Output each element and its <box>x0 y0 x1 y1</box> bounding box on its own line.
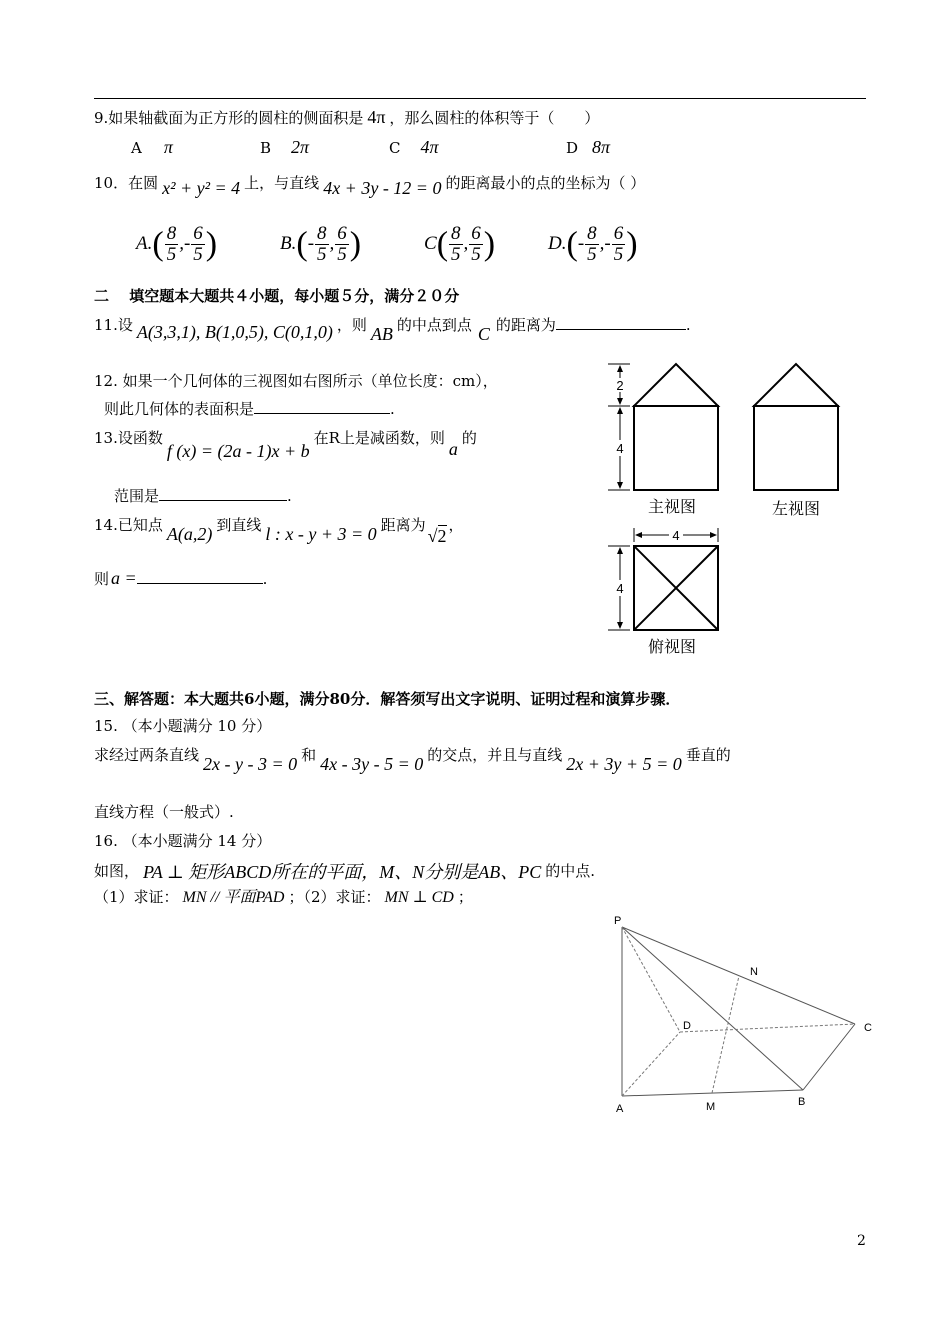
fraction <box>585 224 599 265</box>
q13-func: f (x) = (2a - 1)x + b <box>166 441 310 461</box>
q16-math-2: MN ⊥ CD <box>384 889 454 906</box>
q10-option <box>548 224 638 265</box>
segment-MN <box>712 976 739 1093</box>
option-label: A. <box>136 232 153 254</box>
hidden-edge-AD <box>622 1032 680 1096</box>
label-P: P <box>614 915 622 927</box>
q11-points: A(3,3,1), B(1,0,5), C(0,1,0) <box>136 322 333 342</box>
label-C: C <box>864 1022 872 1034</box>
answer-blank[interactable] <box>137 569 263 584</box>
q11-text-a: 11.设 <box>94 316 133 334</box>
q16-text-b: 的中点. <box>545 862 596 880</box>
option-sep: , <box>463 232 469 254</box>
option-letter: A <box>131 139 142 157</box>
label-A: A <box>616 1103 624 1115</box>
section-3-title: 三、解答题：本大题共6小题，满分80分．解答须写出文字说明、证明过程和演算步骤． <box>94 690 681 708</box>
numerator: 6 <box>337 223 347 244</box>
answer-blank[interactable] <box>254 399 390 414</box>
denominator: 5 <box>587 244 597 265</box>
q11-ab: AB <box>370 324 393 344</box>
fraction <box>469 224 483 265</box>
q16-sep: ； <box>288 888 304 906</box>
left-body <box>754 406 838 490</box>
numerator: 6 <box>613 223 624 244</box>
fraction <box>612 224 626 265</box>
q13-text-a: 13.设函数 <box>94 429 163 447</box>
section-2-title: 二 填空题本大题共４小题，每小题５分，满分２０分 <box>94 287 460 305</box>
q15-line-2: 4x - 3y - 5 = 0 <box>320 754 424 774</box>
q16-header: 16. （本小题满分 14 分） <box>94 832 272 850</box>
option-sep: , <box>599 232 605 254</box>
q9-option-a <box>131 137 173 158</box>
paren-open: ( <box>566 225 578 263</box>
dim-body: 4 <box>616 441 624 456</box>
denominator: 5 <box>193 244 203 265</box>
q9-text-b: ，那么圆柱的体积等于（ ） <box>389 109 600 127</box>
option-sign: - <box>307 232 315 254</box>
q14-sqrt: √2 <box>427 526 447 546</box>
numerator: 8 <box>317 223 327 244</box>
q9-option-d <box>566 137 610 158</box>
denominator: 5 <box>613 244 624 265</box>
q15-line-3: 2x + 3y + 5 = 0 <box>566 754 682 774</box>
edge-PC <box>622 927 855 1024</box>
top-view-label: 俯视图 <box>647 637 697 656</box>
q16-part-1: （1）求证： <box>94 888 179 906</box>
q13-line-2 <box>114 485 292 506</box>
q9-option-b <box>260 137 309 158</box>
q10-text-c: 的距离最小的点的坐标为（ ） <box>445 174 646 192</box>
q9-text-a: 9.如果轴截面为正方形的圆柱的侧面积是 <box>94 109 364 127</box>
front-view-label: 主视图 <box>647 497 697 516</box>
answer-blank[interactable] <box>556 315 686 330</box>
q13-end: . <box>287 487 292 505</box>
q14-dist: 2 <box>437 526 447 546</box>
hidden-edge-PD <box>622 927 680 1032</box>
q16-statement: PA ⊥ 矩形ABCD所在的平面，M、N分别是AB、PC <box>143 862 542 882</box>
q14-point: A(a,2) <box>166 524 213 544</box>
paren-close: ) <box>483 225 496 263</box>
arrow <box>617 398 623 405</box>
left-view-label: 左视图 <box>771 499 821 518</box>
arrow <box>635 532 642 538</box>
q10-option <box>280 224 361 265</box>
q11-c: C <box>477 324 490 344</box>
q16-math-1: MN // 平面PAD <box>182 889 285 906</box>
q12-line-1: 12. 如果一个几何体的三视图如右图所示（单位长度：cm）， <box>94 372 498 390</box>
q14-line: l : x - y + 3 = 0 <box>265 524 377 544</box>
q12-end: . <box>390 400 395 418</box>
question-16 <box>94 856 595 882</box>
q15-text-a: 求经过两条直线 <box>94 746 200 764</box>
label-B: B <box>798 1096 806 1108</box>
option-letter: D <box>566 139 579 157</box>
q16-parts <box>94 884 473 907</box>
q15-line-2-text: 直线方程（一般式）. <box>94 803 234 821</box>
hidden-edge-DC <box>680 1024 855 1032</box>
option-value: 2π <box>291 137 310 157</box>
fraction <box>165 224 179 265</box>
q11-text-d: 的距离为 <box>495 316 556 334</box>
q16-end: ； <box>457 888 473 906</box>
pyramid-figure <box>600 910 890 1120</box>
arrow <box>617 482 623 489</box>
q10-line: 4x + 3y - 12 = 0 <box>323 178 442 198</box>
numerator: 8 <box>451 223 461 244</box>
question-13 <box>94 427 477 461</box>
denominator: 5 <box>451 244 461 265</box>
paren-close: ) <box>205 225 218 263</box>
denominator: 5 <box>471 244 481 265</box>
fraction <box>449 224 463 265</box>
dim-depth: 4 <box>616 581 624 596</box>
q10-circle: x² + y² = 4 <box>162 178 241 198</box>
q14-then: 则 <box>94 570 110 588</box>
option-sign: - <box>183 232 191 254</box>
paren-close: ) <box>349 225 362 263</box>
option-sign: - <box>604 232 611 254</box>
q13-text-c: 的 <box>461 429 477 447</box>
arrow <box>617 365 623 372</box>
label-M: M <box>706 1101 716 1113</box>
q16-text-a: 如图， <box>94 862 140 880</box>
q13-a: a <box>448 439 458 459</box>
q14-line-2 <box>94 568 267 589</box>
dim-roof: 2 <box>616 378 624 393</box>
front-body <box>634 406 718 490</box>
edge-BC <box>803 1024 855 1090</box>
option-sign: - <box>577 232 585 254</box>
q13-text-b: 在R上是减函数，则 <box>313 429 445 447</box>
question-10 <box>94 172 646 198</box>
option-value: π <box>163 137 173 157</box>
q11-text-b: ，则 <box>336 316 367 334</box>
arrow <box>617 407 623 414</box>
q14-var: a = <box>111 568 137 588</box>
question-15 <box>94 744 731 774</box>
paren-close: ) <box>626 225 638 263</box>
q9-option-c <box>389 137 439 158</box>
q15-line-1: 2x - y - 3 = 0 <box>203 754 298 774</box>
question-11 <box>94 314 691 344</box>
paren-open: ( <box>436 225 449 263</box>
q10-text-a: 10．在圆 <box>94 174 159 192</box>
q14-text-c: 距离为 <box>380 516 426 534</box>
option-value: 4π <box>420 137 439 157</box>
q14-text-a: 14.已知点 <box>94 516 163 534</box>
option-label: B. <box>280 232 297 254</box>
q15-text-d: 垂直的 <box>685 746 731 764</box>
option-label: D. <box>548 232 567 254</box>
denominator: 5 <box>166 244 177 265</box>
three-view-figure <box>600 358 860 660</box>
left-roof <box>754 364 838 406</box>
page-number: 2 <box>857 1233 866 1249</box>
paren-open: ( <box>152 225 164 263</box>
fraction <box>191 224 205 265</box>
option-letter: B <box>260 139 272 157</box>
header-rule <box>94 98 866 99</box>
denominator: 5 <box>337 244 347 265</box>
dim-width: 4 <box>672 528 680 543</box>
arrow <box>710 532 717 538</box>
question-14 <box>94 514 464 546</box>
arrow <box>617 547 623 554</box>
arrow <box>617 622 623 629</box>
q12-line-2 <box>104 398 395 419</box>
paren-open: ( <box>296 225 308 263</box>
option-sep: , <box>179 232 184 254</box>
label-N: N <box>750 966 758 978</box>
q15-text-c: 的交点，并且与直线 <box>427 746 563 764</box>
fraction <box>315 224 329 265</box>
q12-text: 则此几何体的表面积是 <box>104 400 255 418</box>
q13-range-text: 范围是 <box>114 487 160 505</box>
label-D: D <box>683 1020 691 1032</box>
q11-text-c: 的中点到点 <box>396 316 472 334</box>
numerator: 6 <box>471 223 481 244</box>
option-value: 8π <box>592 137 611 157</box>
option-letter: C <box>389 139 401 157</box>
q10-option <box>424 224 495 265</box>
question-9 <box>94 107 599 128</box>
q9-math: 4π <box>367 107 386 127</box>
q10-option <box>136 224 217 265</box>
numerator: 8 <box>587 223 597 244</box>
denominator: 5 <box>317 244 327 265</box>
q10-text-b: 上，与直线 <box>244 174 320 192</box>
answer-blank[interactable] <box>159 486 287 501</box>
q11-end: . <box>685 316 691 334</box>
q15-text-b: 和 <box>301 746 317 764</box>
numerator: 8 <box>166 223 177 244</box>
q14-end: . <box>262 570 268 588</box>
q15-header: 15. （本小题满分 10 分） <box>94 717 272 735</box>
numerator: 6 <box>193 223 203 244</box>
option-sep: , <box>329 232 335 254</box>
q14-text-d: ， <box>448 516 464 534</box>
front-roof <box>634 364 718 406</box>
option-label: C <box>424 232 437 254</box>
q16-part-2: （2）求证： <box>303 888 381 906</box>
fraction <box>335 224 349 265</box>
q14-text-b: 到直线 <box>216 516 262 534</box>
